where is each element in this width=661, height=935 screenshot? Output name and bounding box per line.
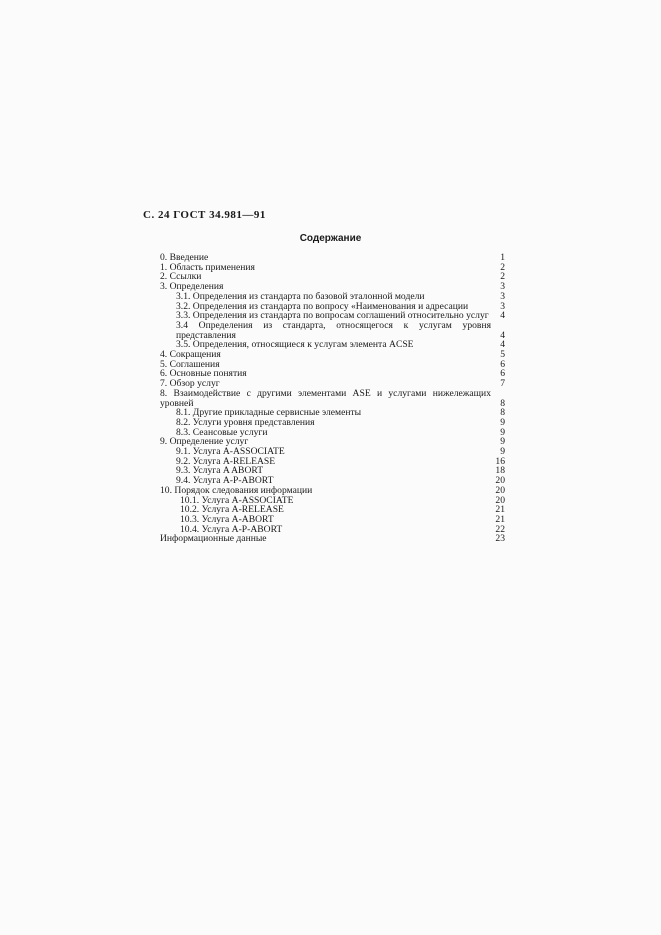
toc-entry-page: 3 (500, 300, 505, 312)
toc-entry (140, 389, 505, 408)
toc-entry-page: 20 (495, 475, 505, 487)
toc-entry (140, 282, 505, 292)
toc-entry-label: 1. Область применения (160, 262, 255, 273)
toc-entry-label: 8. Взаимодействие с другими элементами ASE и услугами нижележащих уровней (160, 388, 491, 409)
toc-entry (140, 437, 505, 447)
toc-entry (140, 525, 505, 535)
toc-entry-label: 2. Ссылки (160, 272, 202, 283)
toc-entry (140, 447, 505, 457)
toc-entry (140, 321, 505, 340)
toc-entry-label: 3.1. Определения из стандарта по базовой эталонной модели (176, 291, 425, 302)
toc-entry-label: 7. Обзор услуг (160, 379, 220, 389)
toc-entry-label: 4. Сокращения (160, 350, 221, 360)
toc-entry-label: Информационные данные (160, 534, 267, 545)
toc-entry-label: 9.2. Услуга A-RELEASE (176, 456, 276, 467)
toc-entry-page: 23 (495, 533, 505, 545)
toc-entry-page: 3 (500, 281, 505, 293)
toc-entry (140, 311, 505, 321)
toc-entry-label: 9.3. Услуга A ABORT (176, 466, 264, 477)
toc-entry-page: 18 (495, 465, 505, 477)
toc-entry-label: 3.3. Определения из стандарта по вопросам соглашений относительно услуг (176, 311, 489, 321)
toc-entry-page: 9 (500, 416, 505, 428)
toc-entry (140, 379, 505, 389)
toc-entry-label: 5. Соглашения (160, 359, 220, 370)
toc-entry-label: 8.2. Услуги уровня представления (176, 417, 315, 428)
toc-entry (140, 418, 505, 428)
toc-entry (140, 272, 505, 282)
toc-entry (140, 505, 505, 515)
toc-entry-page: 21 (495, 504, 505, 516)
toc-entry-label: 10. Порядок следования информации (160, 485, 313, 496)
toc-entry (140, 466, 505, 476)
toc-entry (140, 496, 505, 506)
toc-entry-page: 4 (500, 310, 505, 322)
toc-entry-page: 8 (500, 407, 505, 419)
toc-entry (140, 457, 505, 467)
toc-entry-label: 3. Определения (160, 282, 224, 292)
toc-entry-label: 6. Основные понятия (160, 369, 247, 380)
toc-entry (140, 292, 505, 302)
toc-entry-page: 22 (495, 523, 505, 535)
toc-entry-page: 5 (500, 349, 505, 361)
toc-entry (140, 360, 505, 370)
toc-entry (140, 302, 505, 312)
toc-entry-label: 8.3. Сеансовые услуги (176, 427, 268, 438)
toc-entry-page: 20 (495, 494, 505, 506)
toc-entry (140, 369, 505, 379)
toc-entry (140, 340, 505, 350)
toc-entry-page: 4 (500, 329, 505, 341)
toc-entry-page: 9 (500, 436, 505, 448)
toc-entry-page: 8 (500, 397, 505, 409)
toc-entry (140, 408, 505, 418)
toc-entry-label: 10.3. Услуга A-ABORT (180, 514, 274, 525)
toc-entry (140, 350, 505, 360)
toc-entry-page: 21 (495, 513, 505, 525)
toc-entry-label: 10.2. Услуга A-RELEASE (180, 505, 284, 515)
toc-entry (140, 428, 505, 438)
toc-entry-page: 1 (500, 252, 505, 263)
toc-entry-page: 2 (500, 271, 505, 283)
toc-entry-page: 3 (500, 290, 505, 302)
toc-entry-page: 4 (500, 339, 505, 351)
toc-entry (140, 534, 505, 544)
toc-entry (140, 263, 505, 273)
toc-entry-page: 7 (500, 378, 505, 390)
toc-title: Содержание (299, 233, 362, 244)
toc-entry (140, 253, 505, 263)
toc-entry-page: 6 (500, 358, 505, 370)
toc-entry-label: 9. Определение услуг (160, 437, 249, 448)
toc-entry-page: 9 (500, 426, 505, 438)
toc-entry-page: 9 (500, 446, 505, 458)
toc-entry-page: 16 (495, 455, 505, 467)
toc-entry-label: 3.5. Определения, относящиеся к услугам элемента ACSE (176, 340, 414, 351)
toc-entry-page: 2 (500, 261, 505, 273)
toc-entry-label: 10.4. Услуга A-P-ABORT (180, 524, 283, 535)
table-of-contents (140, 253, 505, 544)
toc-entry (140, 486, 505, 496)
page-header: С. 24 ГОСТ 34.981—91 (143, 209, 266, 221)
toc-entry-label: 3.2. Определения из стандарта по вопросу «Наименования и адресации (176, 301, 469, 312)
toc-entry-page: 6 (500, 368, 505, 380)
toc-entry-label: 0. Введение (160, 253, 209, 263)
toc-entry-label: 10.1. Услуга A-ASSOCIATE (180, 495, 294, 506)
toc-entry-label: 9.1. Услуга A-ASSOCIATE (176, 447, 285, 457)
toc-entry-page: 20 (495, 484, 505, 496)
toc-entry (140, 476, 505, 486)
toc-entry-label: 3.4 Определения из стандарта, относящегося к услугам уровня представления (176, 320, 491, 341)
toc-entry (140, 515, 505, 525)
toc-entry-label: 8.1. Другие прикладные сервисные элементы (176, 408, 362, 418)
toc-entry-label: 9.4. Услуга A-P-ABORT (176, 476, 274, 486)
